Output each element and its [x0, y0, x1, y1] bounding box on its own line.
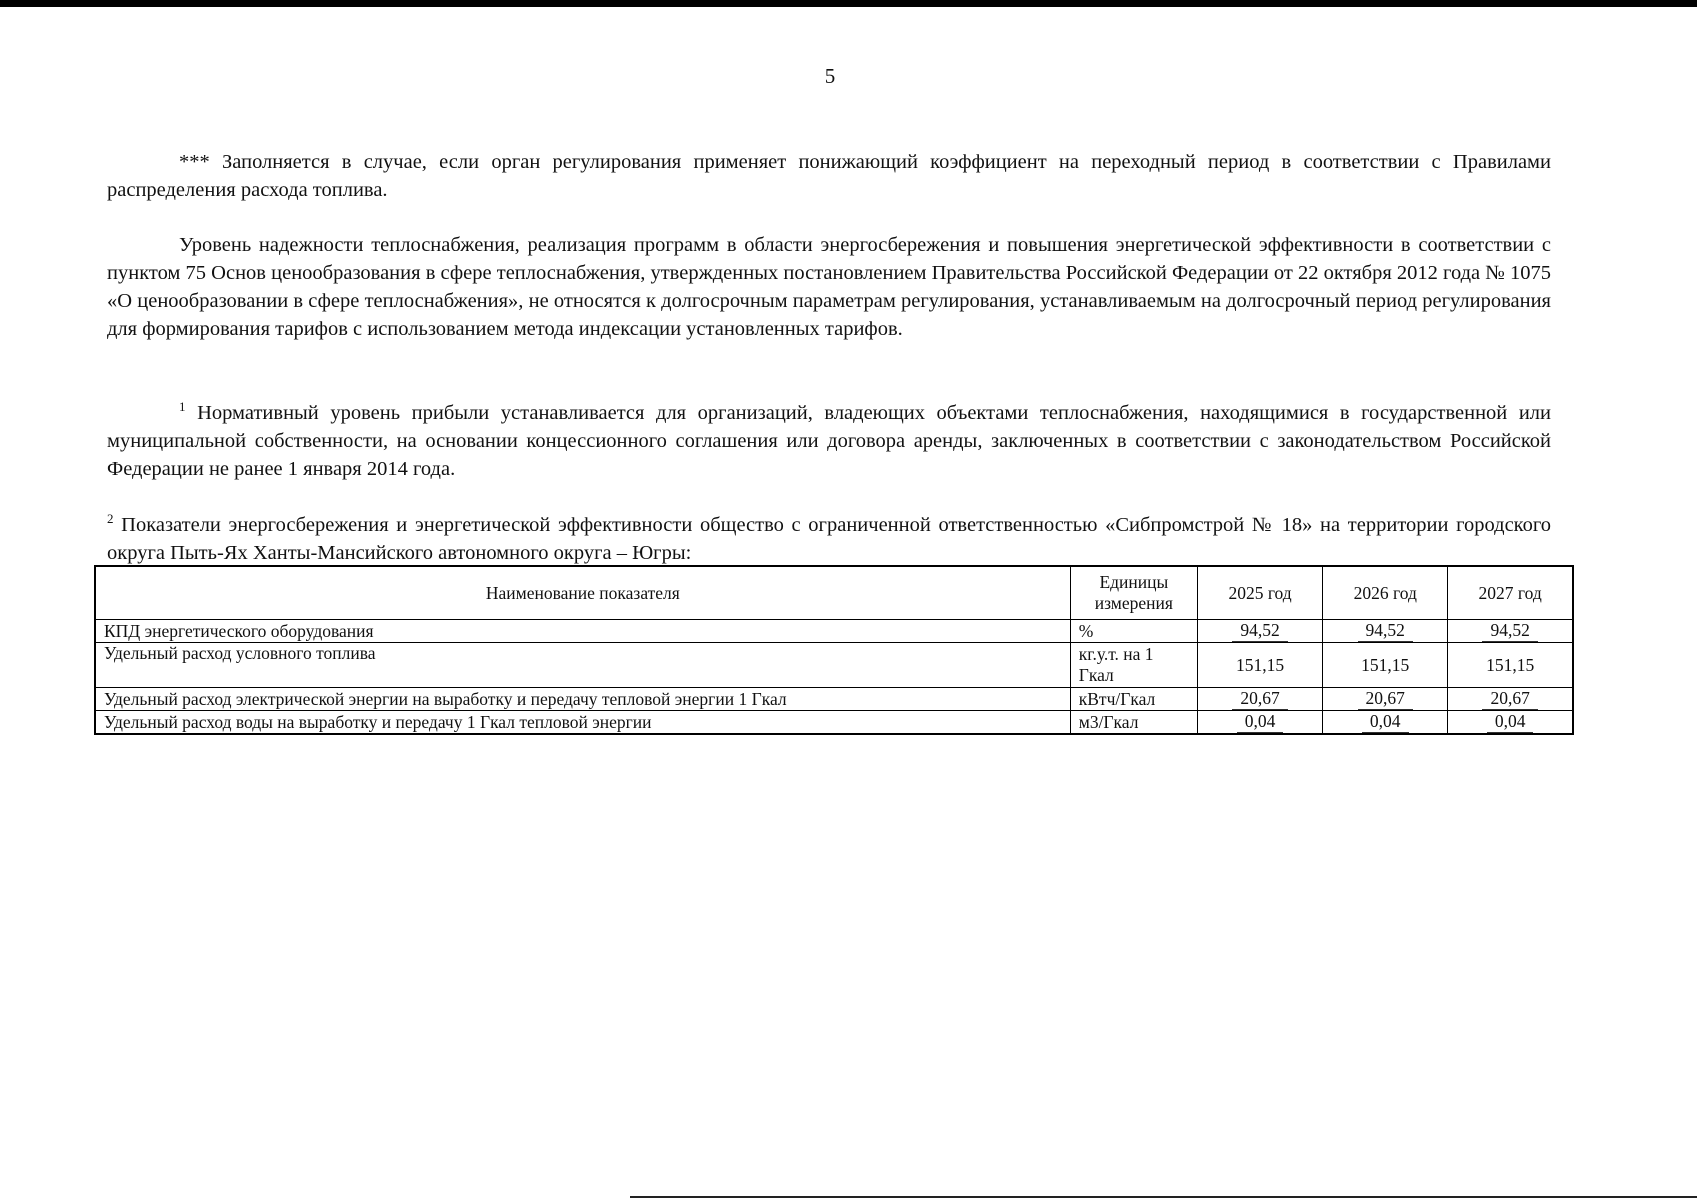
value-text: 94,52: [1358, 620, 1413, 642]
footnote-2-text: Показатели энергосбережения и энергетической эффективности общество с ограниченной ответственностью «Сибпромстрой № 18» на территории городского округа Пыть-Ях Ханты-Мансийского автономного округа – Югры:: [107, 514, 1552, 564]
value-2026: 151,15: [1323, 643, 1448, 688]
indicator-unit: %: [1070, 620, 1197, 643]
value-2025: [1198, 688, 1323, 711]
table-row: [95, 711, 1573, 735]
footnote-1-text: Нормативный уровень прибыли устанавливается для организаций, владеющих объектами теплоснабжения, находящимися в государственной или муниципальной собственности, на основании концессионного соглашения или договора аренды, заключенных в соответствии с законодательством Российской Федерации не ранее 1 января 2014 года.: [107, 402, 1551, 480]
value-text: 0,04: [1487, 711, 1534, 733]
value-text: 20,67: [1358, 688, 1413, 710]
header-unit: Единицы измерения: [1070, 566, 1197, 620]
indicator-unit: кВтч/Гкал: [1070, 688, 1197, 711]
value-2027: 151,15: [1448, 643, 1573, 688]
footnote-1: [107, 399, 1551, 483]
header-year-2027: 2027 год: [1448, 566, 1573, 620]
reliability-paragraph: Уровень надежности теплоснабжения, реализация программ в области энергосбережения и повышения энергетической эффективности в соответствии с пунктом 75 Основ ценообразования в сфере теплоснабжения, утвержденных постановлением Правительства Российской Федерации от 22 октября 2012 года № 1075 «О ценообразовании в сфере теплоснабжения», не относятся к долгосрочным параметрам регулирования, устанавливаемым на долгосрочный период регулирования для формирования тарифов с использованием метода индексации установленных тарифов.: [107, 234, 1551, 340]
value-2026: [1323, 711, 1448, 735]
indicator-name: Удельный расход электрической энергии на выработку и передачу тепловой энергии 1 Гкал: [95, 688, 1070, 711]
note-triple-star: *** Заполняется в случае, если орган регулирования применяет понижающий коэффициент на переходный период в соответствии с Правилами распределения расхода топлива.: [107, 151, 1551, 201]
scan-top-border: [0, 0, 1697, 7]
value-text: 94,52: [1232, 620, 1287, 642]
footnote-1-mark: 1: [179, 399, 186, 414]
value-text: 94,52: [1482, 620, 1537, 642]
value-text: 0,04: [1237, 711, 1284, 733]
value-text: 20,67: [1232, 688, 1287, 710]
value-2027: [1448, 688, 1573, 711]
energy-efficiency-table: [94, 565, 1574, 735]
table-header-row: [95, 566, 1573, 620]
value-text: 20,67: [1482, 688, 1537, 710]
value-2027: [1448, 711, 1573, 735]
header-year-2026: 2026 год: [1323, 566, 1448, 620]
header-indicator-name: Наименование показателя: [95, 566, 1070, 620]
indicator-unit: м3/Гкал: [1070, 711, 1197, 735]
header-year-2025: 2025 год: [1198, 566, 1323, 620]
indicator-name: Удельный расход условного топлива: [95, 643, 1070, 688]
value-text: 0,04: [1362, 711, 1409, 733]
value-2026: [1323, 688, 1448, 711]
table-row: [95, 688, 1573, 711]
footnote-2-mark: 2: [107, 511, 114, 526]
scan-bottom-rule: [630, 1196, 1697, 1198]
value-2025: [1198, 620, 1323, 643]
indicator-name: Удельный расход воды на выработку и передачу 1 Гкал тепловой энергии: [95, 711, 1070, 735]
indicator-name: КПД энергетического оборудования: [95, 620, 1070, 643]
value-2026: [1323, 620, 1448, 643]
indicator-unit: кг.у.т. на 1 Гкал: [1070, 643, 1197, 688]
value-2027: [1448, 620, 1573, 643]
footnote-2: [107, 511, 1551, 567]
page-number: 5: [824, 64, 836, 88]
table-row: [95, 620, 1573, 643]
value-2025: 151,15: [1198, 643, 1323, 688]
value-2025: [1198, 711, 1323, 735]
table-row: [95, 643, 1573, 688]
